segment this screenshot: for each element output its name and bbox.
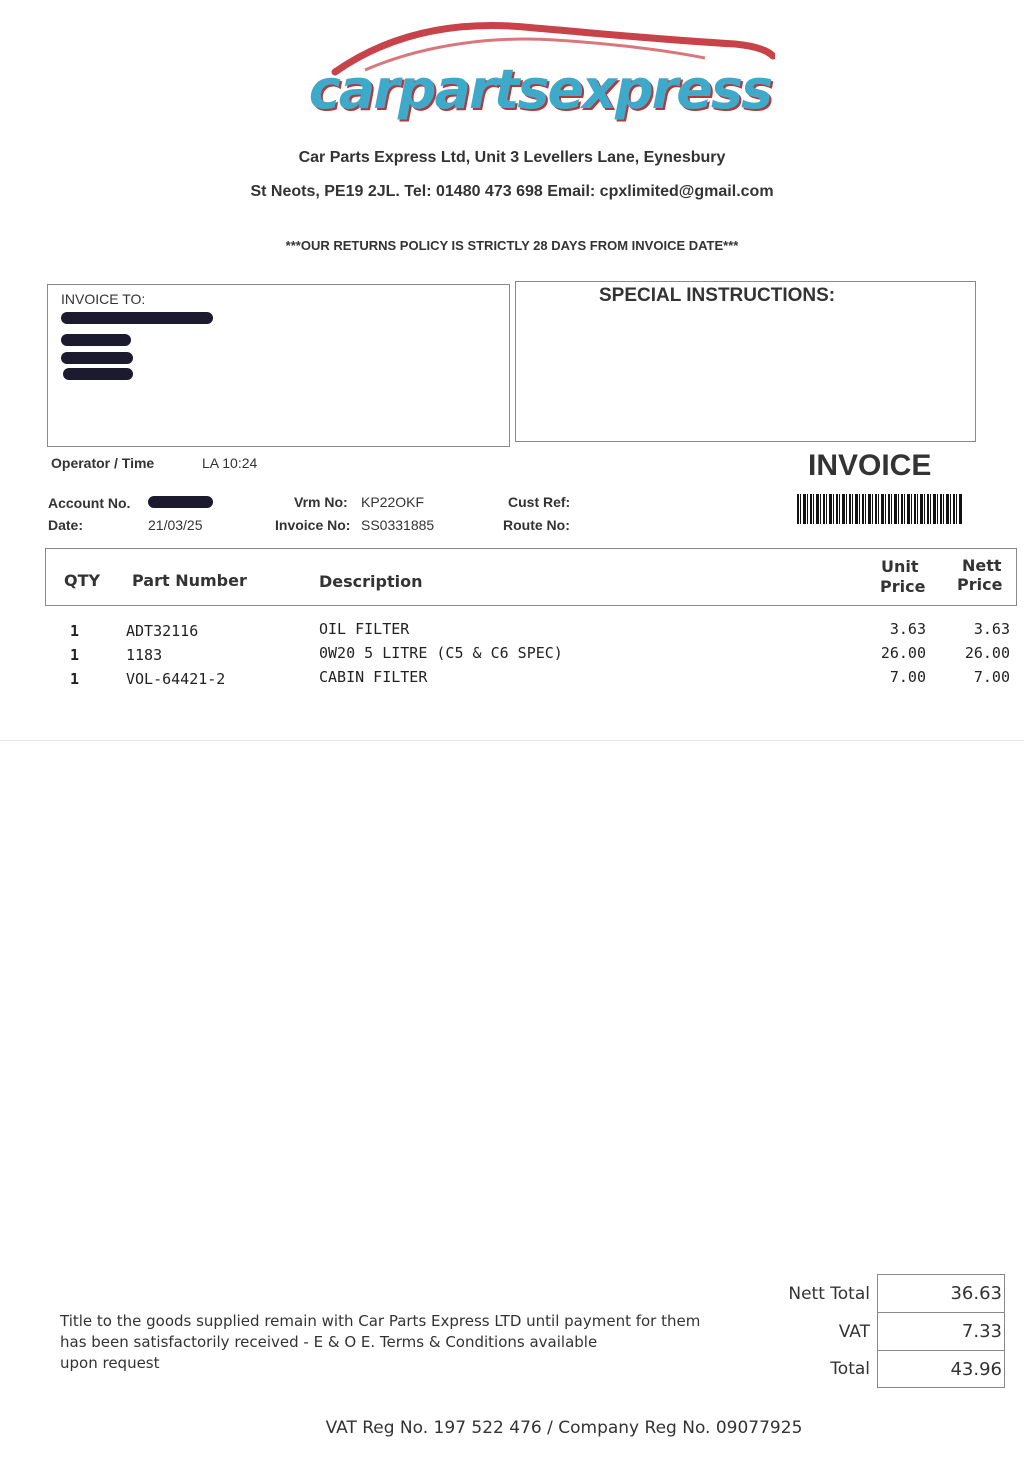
col-nett-price-2: Price: [957, 575, 1003, 594]
registration-numbers: VAT Reg No. 197 522 476 / Company Reg No. 09077925: [325, 1418, 803, 1438]
col-qty: QTY: [64, 571, 101, 590]
company-address-line1: Car Parts Express Ltd, Unit 3 Levellers Lane, Eynesbury: [298, 149, 726, 166]
table-row: [0, 668, 1024, 692]
col-part-number: Part Number: [132, 571, 247, 590]
special-instructions-label: SPECIAL INSTRUCTIONS:: [599, 285, 836, 306]
special-instructions-box: [515, 281, 976, 442]
total-box: [877, 1350, 1005, 1388]
nett-total-box: [877, 1274, 1005, 1313]
redacted-account-no: [148, 496, 213, 508]
redacted-address-line: [61, 334, 131, 346]
invoice-to-label: INVOICE TO:: [61, 291, 146, 307]
redacted-name: [61, 312, 213, 324]
vat-value: 7.33: [961, 1321, 1002, 1342]
terms-line1: Title to the goods supplied remain with Car Parts Express LTD until payment for them: [60, 1312, 701, 1330]
col-unit-price-1: Unit: [881, 557, 919, 576]
table-header: [45, 548, 1017, 606]
date-label: Date:: [48, 517, 84, 533]
returns-policy: ***OUR RETURNS POLICY IS STRICTLY 28 DAYS FROM INVOICE DATE***: [285, 238, 739, 253]
route-no-label: Route No:: [503, 517, 570, 533]
barcode: [797, 494, 963, 524]
vat-box: [877, 1312, 1005, 1351]
row-description: CABIN FILTER: [319, 668, 428, 686]
row-part-number: ADT32116: [126, 622, 199, 640]
vrm-value: KP22OKF: [361, 494, 425, 510]
account-no-label: Account No.: [48, 495, 131, 511]
company-logo: [305, 10, 775, 140]
cust-ref-label: Cust Ref:: [508, 494, 571, 510]
operator-time-label: Operator / Time: [51, 455, 155, 471]
total-label: Total: [830, 1359, 870, 1379]
redacted-address-line: [63, 368, 133, 380]
row-unit-price: 7.00: [889, 668, 926, 686]
row-part-number: 1183: [126, 646, 163, 664]
terms-line2: has been satisfactorily received - E & O E. Terms & Conditions available: [60, 1333, 598, 1351]
invoice-to-box: [47, 284, 510, 447]
row-part-number: VOL-64421-2: [126, 670, 226, 688]
row-unit-price: 3.63: [889, 620, 926, 638]
row-nett-price: 3.63: [973, 620, 1010, 638]
col-nett-price-1: Nett: [962, 556, 1002, 575]
table-row: [0, 620, 1024, 644]
row-qty: 1: [70, 622, 80, 640]
col-description: Description: [319, 572, 423, 591]
page-fold-line: [0, 740, 1024, 741]
date-value: 21/03/25: [148, 517, 203, 533]
nett-total-value: 36.63: [950, 1283, 1002, 1304]
row-description: OIL FILTER: [319, 620, 410, 638]
company-address-line2: St Neots, PE19 2JL. Tel: 01480 473 698 Email: cpxlimited@gmail.com: [250, 183, 774, 200]
col-unit-price-2: Price: [880, 577, 926, 596]
total-value: 43.96: [950, 1359, 1002, 1380]
logo-wordmark: carpartsexpress: [308, 58, 772, 121]
table-row: [0, 644, 1024, 668]
row-nett-price: 26.00: [964, 644, 1010, 662]
operator-time-value: LA 10:24: [202, 455, 258, 471]
row-qty: 1: [70, 646, 80, 664]
row-nett-price: 7.00: [973, 668, 1010, 686]
vrm-label: Vrm No:: [294, 494, 348, 510]
invoice-no-label: Invoice No:: [275, 517, 351, 533]
row-description: 0W20 5 LITRE (C5 & C6 SPEC): [319, 644, 563, 662]
nett-total-label: Nett Total: [788, 1284, 870, 1304]
terms-line3: upon request: [60, 1354, 160, 1372]
vat-label: VAT: [838, 1322, 870, 1342]
row-unit-price: 26.00: [880, 644, 926, 662]
row-qty: 1: [70, 670, 80, 688]
redacted-address-line: [61, 352, 133, 364]
document-title: INVOICE: [808, 449, 932, 482]
invoice-no-value: SS0331885: [361, 517, 435, 533]
